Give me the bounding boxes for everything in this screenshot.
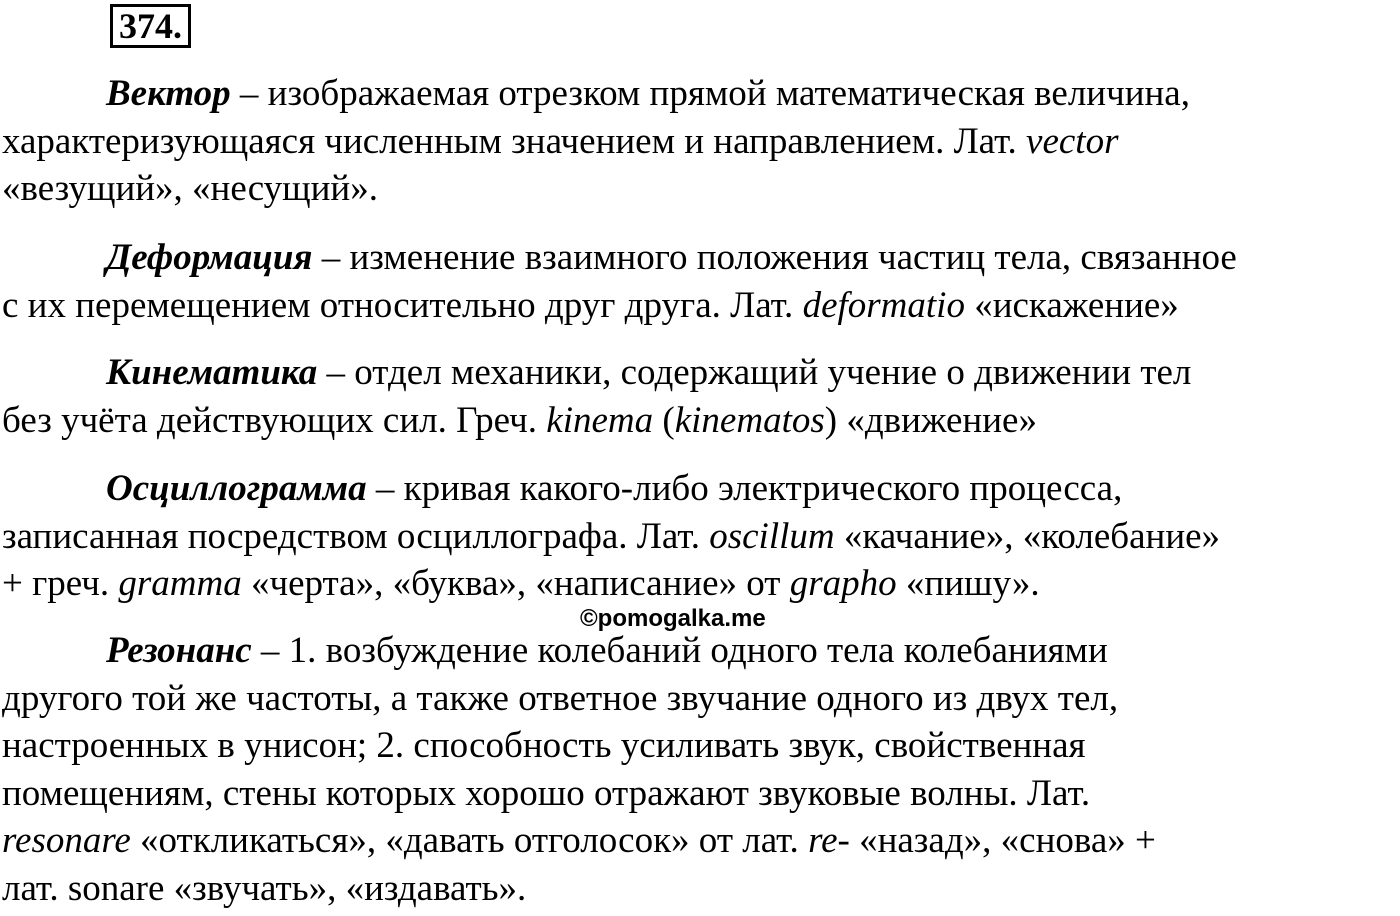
line-segment: характеризующаяся численным значением и направлением. Лат. bbox=[2, 120, 1027, 162]
entry-line bbox=[2, 627, 1398, 675]
line-segment: – 1. возбуждение колебаний одного тела колебаниями bbox=[251, 630, 1108, 671]
line-segment: записанная посредством осциллографа. Лат. bbox=[2, 515, 710, 557]
entry-vector bbox=[2, 70, 1398, 213]
entry-kinematics bbox=[2, 349, 1398, 444]
line-segment: «искажение» bbox=[964, 284, 1179, 326]
entry-term: Кинематика bbox=[106, 352, 318, 393]
line-segment: «везущий», «несущий». bbox=[2, 168, 378, 209]
line-segment: + греч. bbox=[2, 563, 119, 604]
line-segment: другого той же частоты, а также ответное звучание одного из двух тел, bbox=[2, 677, 1119, 719]
line-segment: ) «движение» bbox=[824, 399, 1037, 441]
entry-oscillogram bbox=[2, 465, 1398, 608]
line-segment: «качание», «колебание» bbox=[834, 515, 1221, 557]
line-segment: gramma bbox=[118, 563, 242, 604]
entry-line bbox=[2, 118, 1398, 166]
line-segment: – кривая какого-либо электрического процесса, bbox=[366, 468, 1123, 509]
line-segment: resonare bbox=[2, 820, 131, 861]
line-segment: oscillum bbox=[709, 515, 835, 557]
line-segment: «откликаться», «давать отголосок» от лат. bbox=[130, 820, 809, 861]
line-segment: – отдел механики, содержащий учение о движении тел bbox=[317, 352, 1192, 393]
line-segment: kinematos bbox=[674, 399, 825, 441]
entry-line bbox=[2, 675, 1398, 723]
entry-line bbox=[2, 234, 1398, 282]
line-segment: vector bbox=[1026, 120, 1119, 162]
entry-line bbox=[2, 770, 1398, 818]
line-segment: kinema bbox=[546, 399, 654, 441]
entry-deformation bbox=[2, 234, 1398, 329]
exercise-number: 374. bbox=[110, 4, 191, 48]
entry-line bbox=[2, 397, 1398, 445]
line-segment: deformatio bbox=[802, 284, 965, 326]
entry-line bbox=[2, 165, 1398, 213]
line-segment: настроенных в унисон; 2. способность усиливать звук, свойственная bbox=[2, 725, 1086, 766]
entry-line bbox=[2, 817, 1398, 865]
line-segment: grapho bbox=[789, 563, 897, 604]
line-segment: «пишу». bbox=[896, 563, 1040, 604]
line-segment: с их перемещением относительно друг друга. Лат. bbox=[2, 284, 803, 326]
entry-term: Осциллограмма bbox=[106, 468, 367, 509]
line-segment: лат. sonare «звучать», «издавать». bbox=[2, 867, 527, 909]
line-segment: без учёта действующих сил. Греч. bbox=[2, 399, 547, 441]
entry-line bbox=[2, 513, 1398, 561]
entry-line bbox=[2, 282, 1398, 330]
entry-line bbox=[2, 70, 1398, 118]
entry-term: Вектор bbox=[106, 73, 231, 114]
entry-line bbox=[2, 560, 1398, 608]
entry-line bbox=[2, 722, 1398, 770]
entry-line bbox=[2, 349, 1398, 397]
entry-resonance bbox=[2, 627, 1398, 912]
entry-line bbox=[2, 865, 1398, 913]
line-segment: – изменение взаимного положения частиц тела, связанное bbox=[312, 237, 1237, 278]
entry-term: Деформация bbox=[106, 237, 313, 278]
line-segment: re bbox=[808, 820, 838, 861]
entry-line bbox=[2, 465, 1398, 513]
line-segment: «черта», «буква», «написание» от bbox=[241, 563, 790, 604]
line-segment: ( bbox=[653, 399, 675, 441]
line-segment: - «назад», «снова» + bbox=[837, 820, 1156, 861]
line-segment: помещениям, стены которых хорошо отражают звуковые волны. Лат. bbox=[2, 772, 1091, 814]
entry-term: Резонанс bbox=[106, 630, 252, 671]
watermark: ©pomogalka.me bbox=[580, 605, 766, 632]
line-segment: – изображаемая отрезком прямой математическая величина, bbox=[230, 73, 1190, 114]
